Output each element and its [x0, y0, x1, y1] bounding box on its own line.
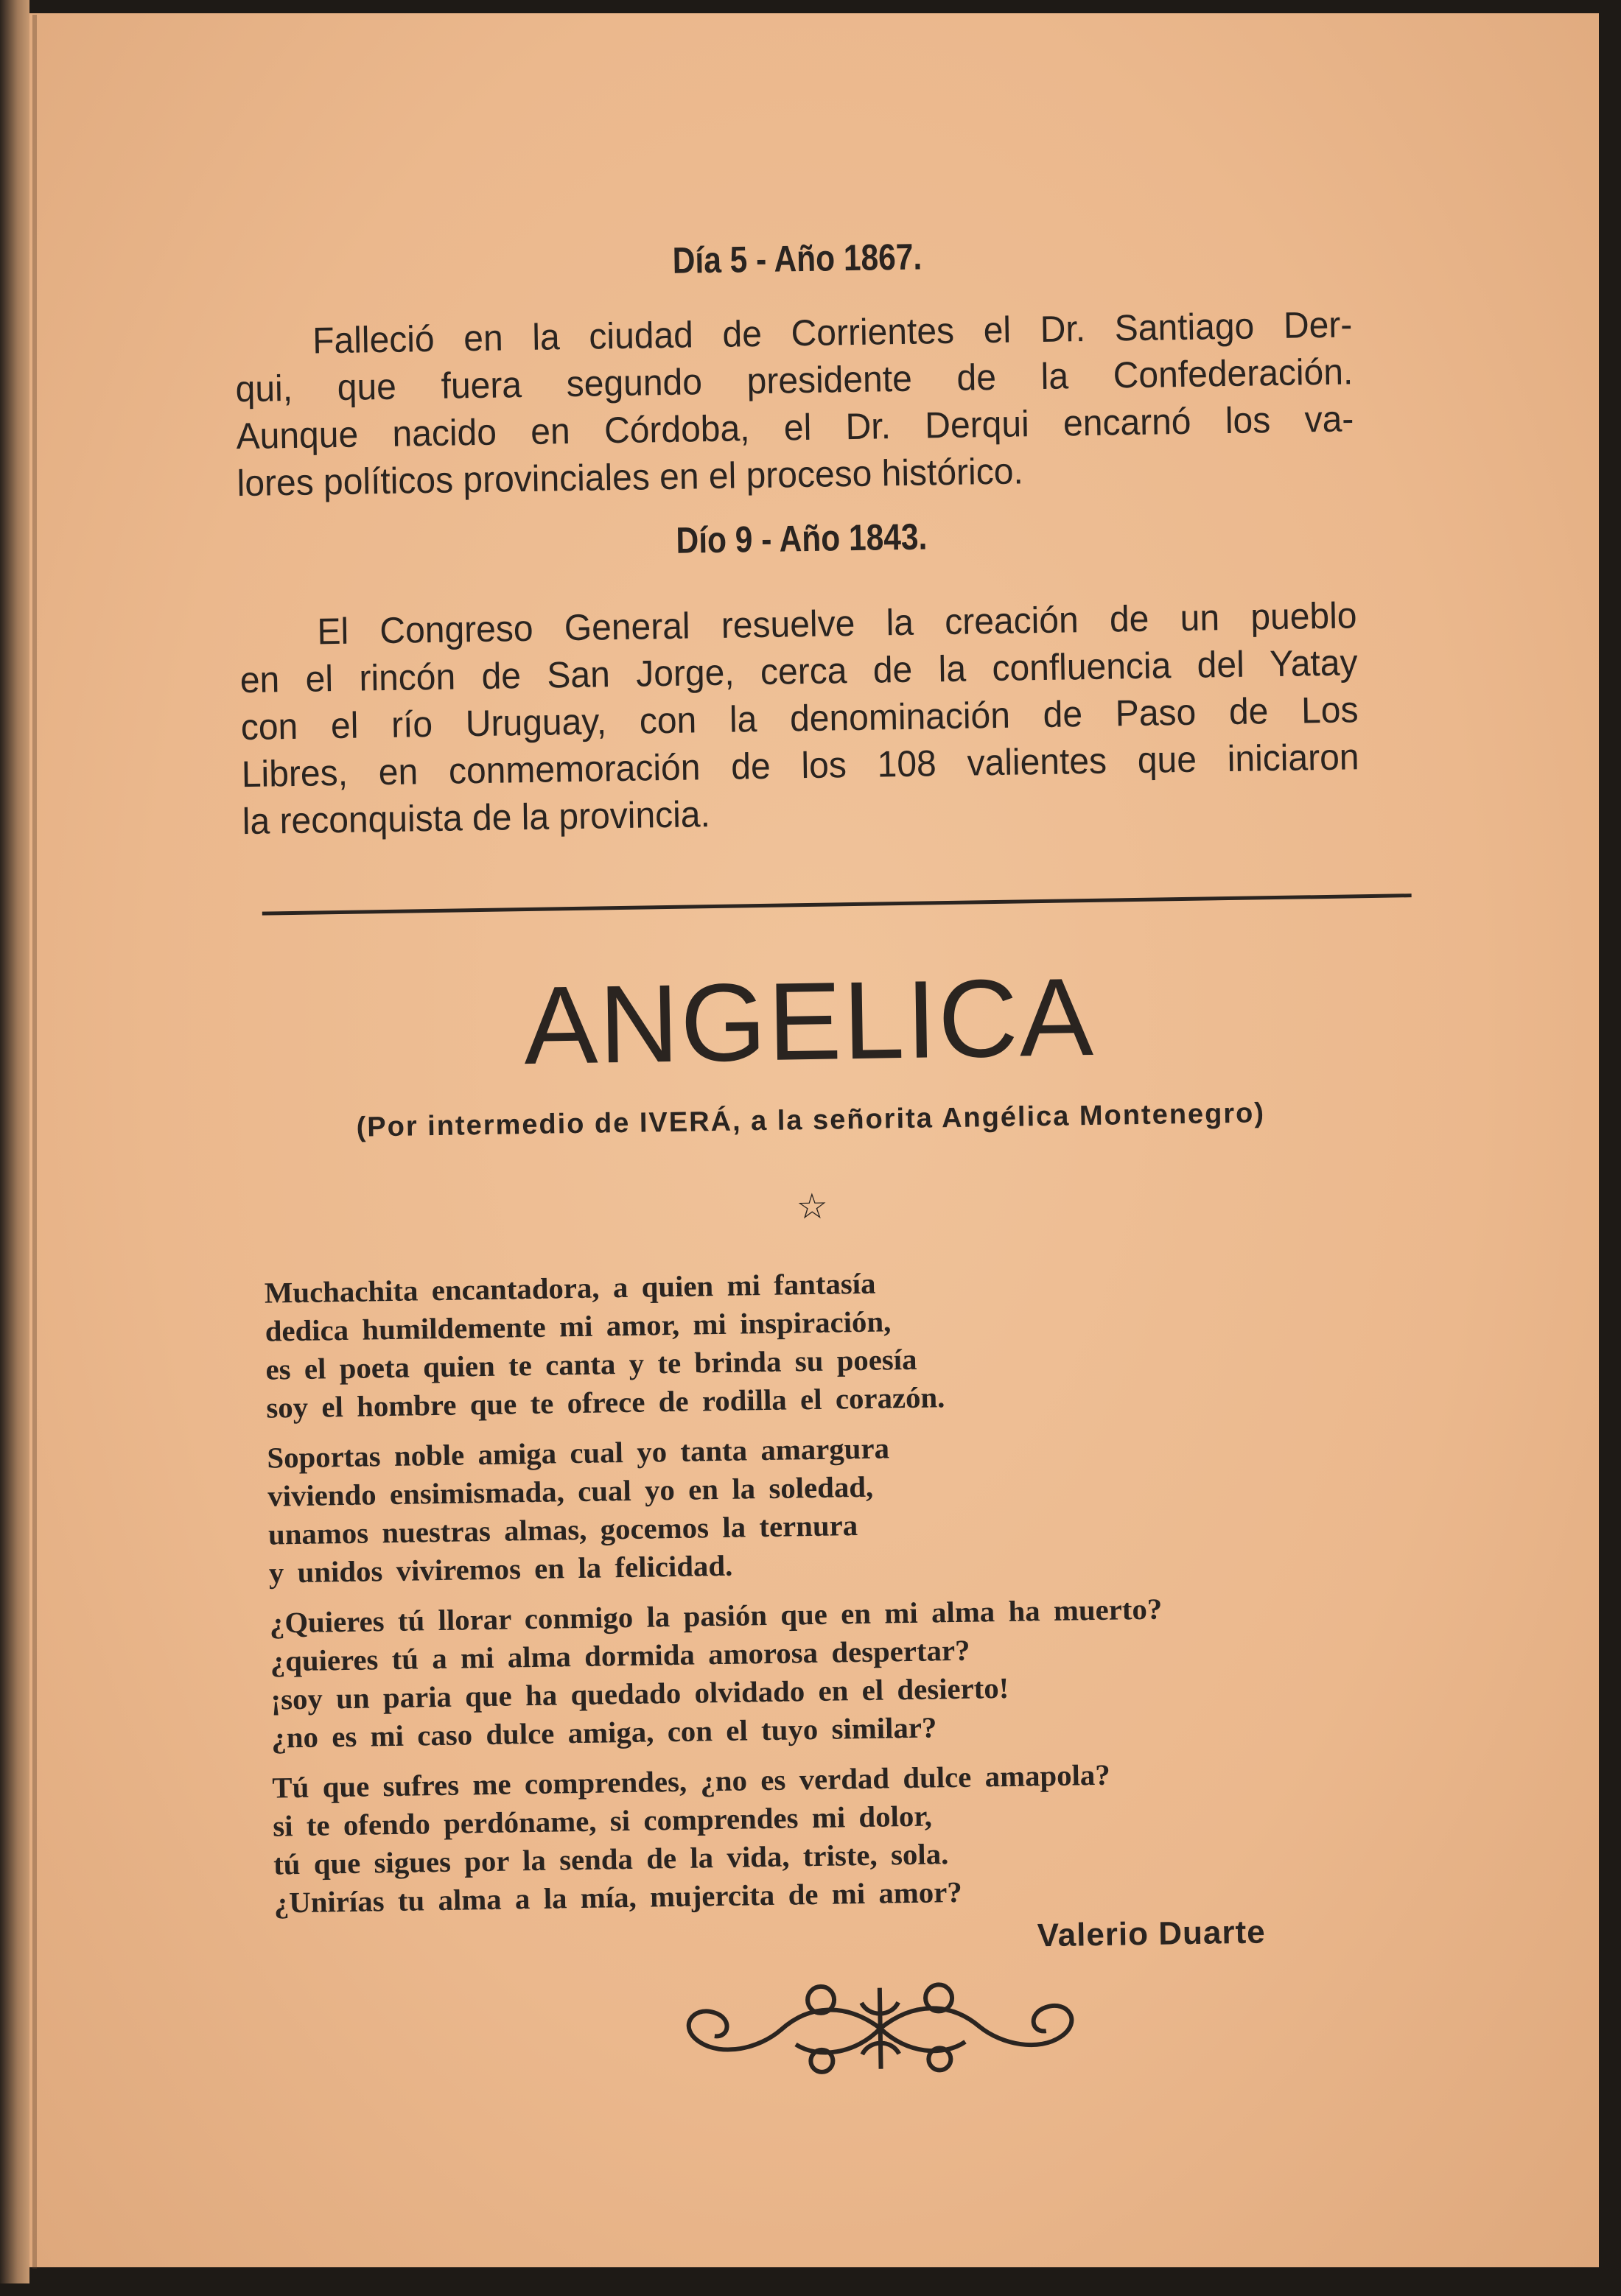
divider	[262, 894, 1412, 916]
verse: soy el hombre que te ofrece de rodilla el corazón.	[266, 1380, 945, 1425]
verse: viviendo ensimismada, cual yo en la soledad,	[267, 1470, 874, 1513]
text-line: en el rincón de San Jorge, cerca de la confluencia del Yatay	[239, 642, 1358, 701]
text-line: El Congreso General resuelve la creación de un pueblo	[316, 594, 1357, 653]
entry-paragraph	[234, 301, 1355, 507]
poem-title: ANGELICA	[522, 954, 1096, 1088]
verse: Soportas noble amiga cual yo tanta amargura	[267, 1431, 890, 1475]
text-line: Aunque nacido en Córdoba, el Dr. Derqui encarnó los va-	[236, 398, 1354, 457]
verse: y unidos viviremos en la felicidad.	[268, 1548, 733, 1590]
entry-heading: Día 5 - Año 1867.	[672, 236, 922, 281]
verse: Muchachita encantadora, a quien mi fantasía	[264, 1266, 876, 1310]
verse: tú que sigues por la senda de la vida, triste, sola.	[273, 1837, 949, 1881]
verse: unamos nuestras almas, gocemos la ternura	[267, 1509, 858, 1551]
verse: ¿Quieres tú llorar conmigo la pasión que en mi alma ha muerto?	[269, 1592, 1163, 1640]
poem-subtitle: (Por intermedio de IVERÁ, a la señorita Angélica Montenegro)	[356, 1098, 1266, 1143]
star-icon: ☆	[796, 1187, 829, 1227]
text-line: con el río Uruguay, con la denominación de Paso de Los	[240, 689, 1359, 748]
text-line: Libres, en conmemoración de los 108 valientes que iniciaron	[241, 736, 1359, 796]
text-line: la reconquista de la provincia.	[242, 793, 711, 843]
verse: si te ofendo perdóname, si comprendes mi dolor,	[272, 1799, 933, 1843]
ornament-flourish-icon	[662, 1970, 1099, 2087]
text-line: qui, que fuera segundo presidente de la Confederación.	[235, 351, 1354, 410]
text-line: Falleció en la ciudad de Corrientes el Dr. Santiago Der-	[312, 303, 1353, 362]
text-line: lores políticos provinciales en el proceso histórico.	[237, 450, 1024, 505]
verse: ¿no es mi caso dulce amiga, con el tuyo similar?	[271, 1710, 937, 1755]
verse: ¿Unirías tu alma a la mía, mujercita de mi amor?	[273, 1875, 963, 1920]
poem-body	[265, 1260, 1167, 1934]
verse: es el poeta quien te canta y te brinda su poesía	[265, 1342, 917, 1386]
stanza	[267, 1425, 1162, 1593]
stanza	[272, 1755, 1167, 1923]
verse: ¡soy un paria que ha quedado olvidado en el desierto!	[270, 1671, 1009, 1716]
entry-heading: Dío 9 - Año 1843.	[676, 516, 928, 561]
verse: ¿quieres tú a mi alma dormida amorosa despertar?	[270, 1633, 970, 1678]
verse: Tú que sufres me comprendes, ¿no es verdad dulce amapola?	[272, 1758, 1111, 1805]
entry-paragraph	[239, 591, 1360, 845]
verse: dedica humildemente mi amor, mi inspiración,	[265, 1305, 892, 1348]
stanza	[270, 1590, 1165, 1758]
stanza	[265, 1260, 1160, 1428]
poem-author: Valerio Duarte	[1037, 1914, 1267, 1954]
